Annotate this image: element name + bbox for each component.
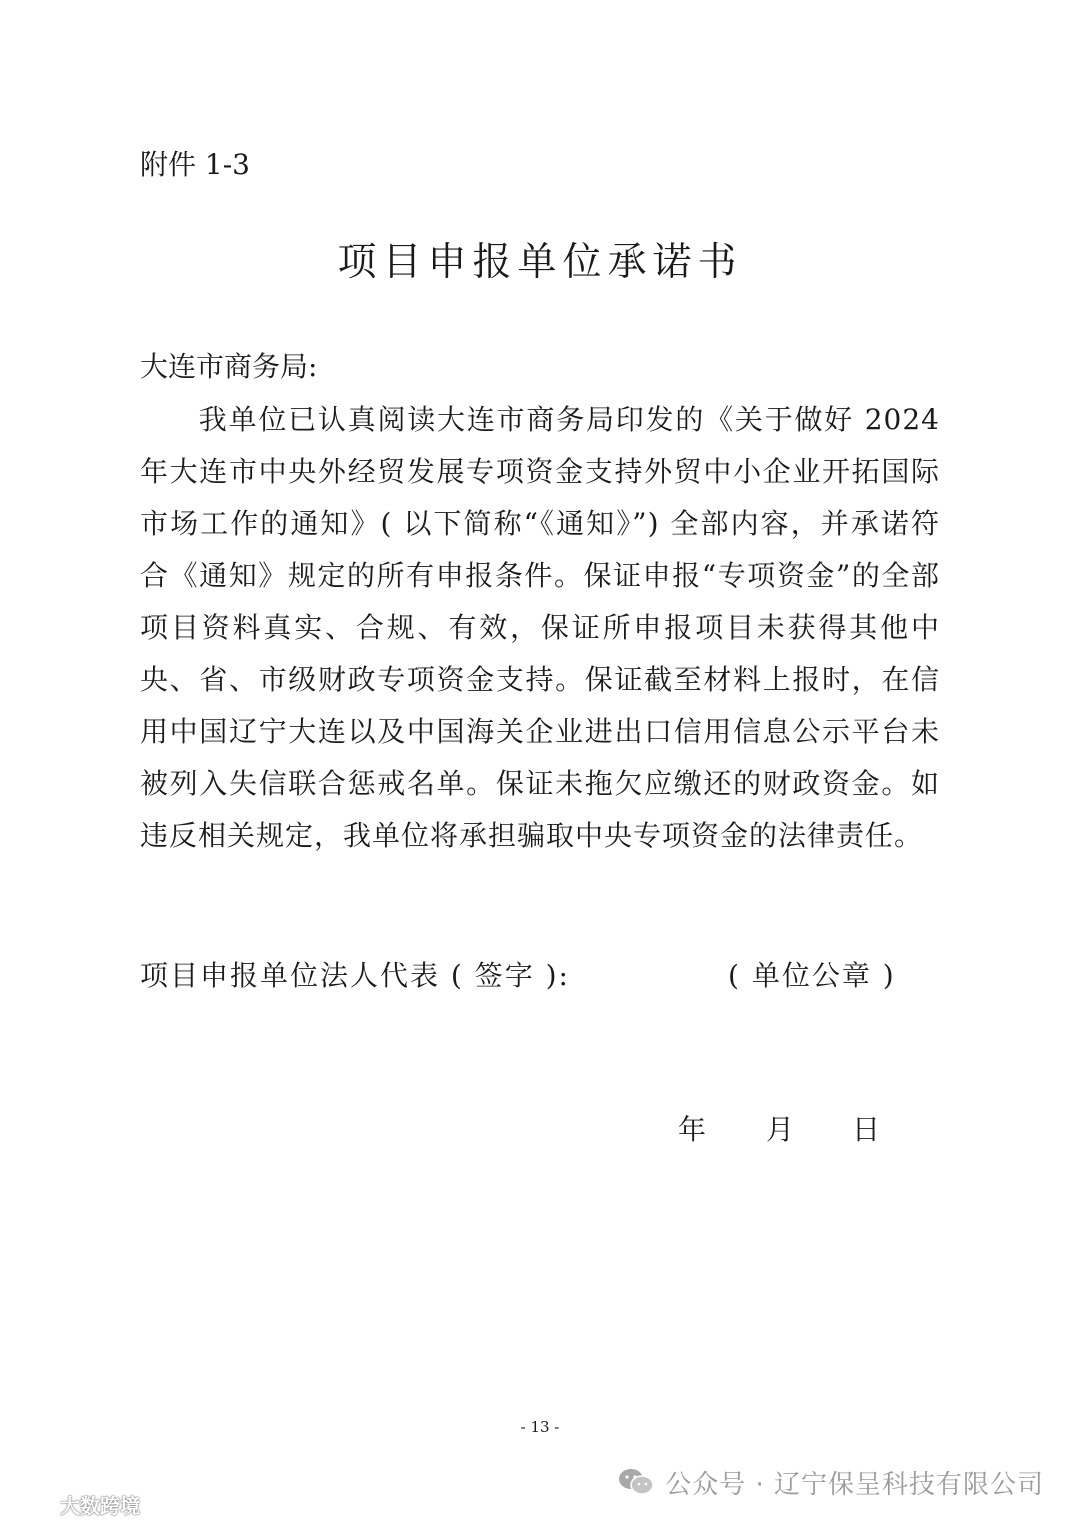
brand-watermark — [6, 1489, 140, 1519]
date-year: 年 — [678, 1113, 707, 1146]
chat-bubble-icon — [6, 1492, 56, 1516]
document-title: 项目申报单位承诺书 — [337, 240, 743, 285]
wechat-icon — [617, 1467, 655, 1497]
brand-watermark-text: 大数跨境 — [60, 1493, 140, 1518]
wechat-watermark — [617, 1462, 1044, 1502]
recipient: 大连市商务局: — [140, 350, 318, 383]
wechat-watermark-text: 公众号 · 辽宁保呈科技有限公司 — [665, 1469, 1044, 1500]
date-day: 日 — [852, 1113, 881, 1146]
commitment-text: 我单位已认真阅读大连市商务局印发的《关于做好 2024 年大连市中央外经贸发展专项资金支持外贸中小企业开拓国际市场工作的通知》( 以下简称“《通知》”) 全部内容，并承诺符合《通知》规定的所有申报条件。保证申报“专项资金”的全部项目资料真实、合规、有效，保证所申报项目未获得其他中央、省、市级财政专项资金支持。保证截至材料上报时，在信用中国辽宁大连以及中国海关企业进出口信用信息公示平台未被列入失信联合惩戒名单。保证未拖欠应缴还的财政资金。如违反相关规定，我单位将承担骗取中央专项资金的法律责任。 — [140, 403, 940, 852]
page-number: - 13 - — [520, 1418, 560, 1436]
signature-label: 项目申报单位法人代表 ( 签字 ): — [140, 959, 570, 992]
date-month: 月 — [766, 1113, 795, 1146]
attachment-label: 附件 1-3 — [140, 148, 250, 181]
commitment-body — [140, 394, 940, 862]
seal-label: ( 单位公章 ) — [728, 959, 896, 992]
